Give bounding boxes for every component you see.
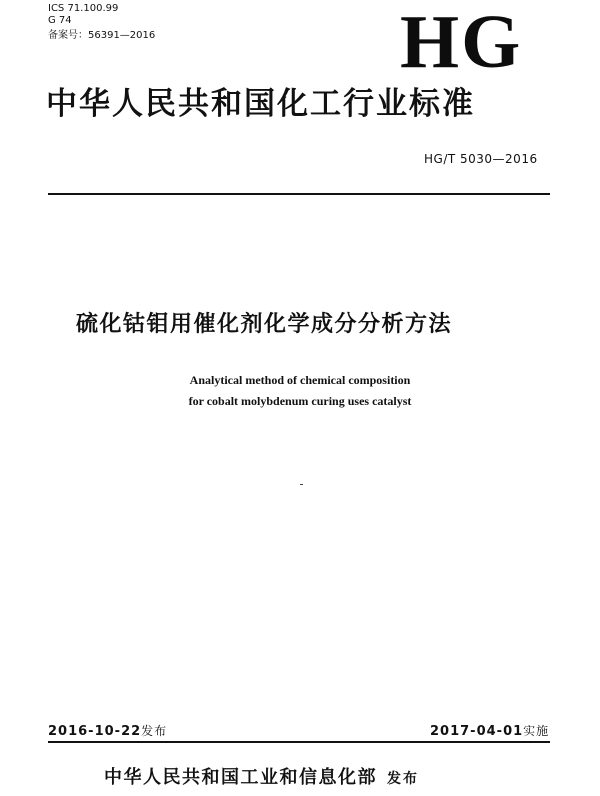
- document-title-en-line1: Analytical method of chemical composition: [189, 373, 411, 387]
- header-divider: [48, 193, 550, 195]
- standard-title: 中华人民共和国化工行业标准: [46, 86, 475, 122]
- implementation-date-value: 2017-04-01: [430, 724, 524, 739]
- issue-date: [48, 722, 167, 739]
- issue-label: 发布: [141, 724, 168, 738]
- standard-number: HG/T 5030—2016: [424, 152, 538, 166]
- ics-code: ICS 71.100.99: [48, 3, 119, 14]
- publisher-name: 中华人民共和国工业和信息化部: [104, 767, 377, 788]
- implementation-label: 实施: [523, 724, 550, 738]
- publisher: [104, 763, 419, 789]
- document-title-zh: 硫化钴钼用催化剂化学成分分析方法: [76, 312, 453, 337]
- footer-divider: [48, 741, 550, 743]
- filing-number: 备案号：56391—2016: [48, 30, 156, 41]
- publisher-action: 发布: [387, 771, 419, 787]
- ccs-code: G 74: [48, 15, 72, 26]
- decorative-dot: [300, 484, 303, 485]
- document-title-en-line2: for cobalt molybdenum curing uses catalyst: [188, 394, 412, 408]
- hg-logo: HG: [400, 0, 523, 84]
- issue-date-value: 2016-10-22: [48, 724, 142, 739]
- implementation-date: [430, 722, 549, 739]
